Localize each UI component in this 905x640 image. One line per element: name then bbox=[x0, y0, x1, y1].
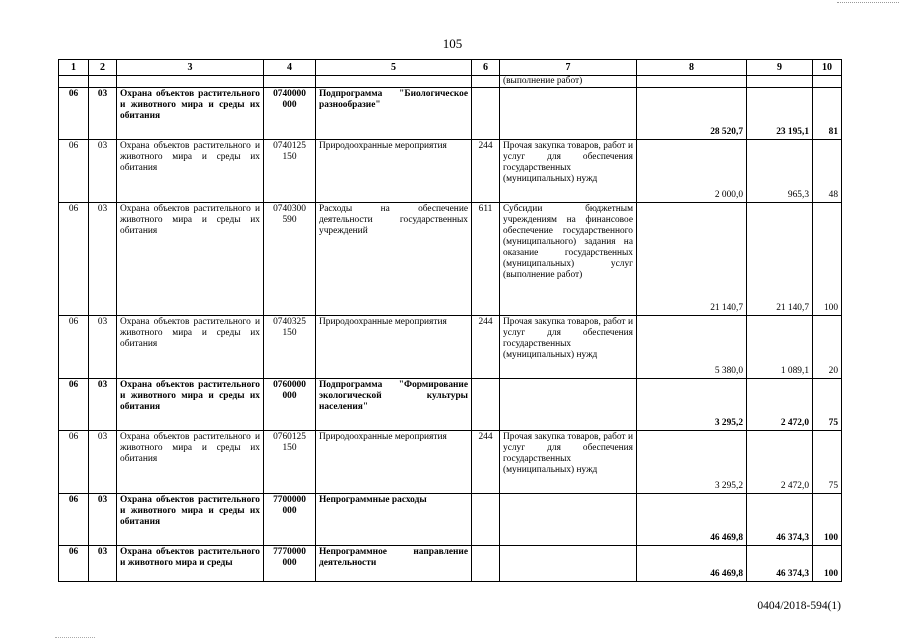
section-code-cell: 06 bbox=[59, 203, 89, 316]
subsection-code-cell: 03 bbox=[89, 140, 117, 203]
article-name-cell: Природоохранные мероприятия bbox=[316, 140, 472, 203]
continuation-row bbox=[59, 76, 842, 88]
table-row bbox=[59, 379, 842, 431]
subsection-code-cell: 03 bbox=[89, 494, 117, 546]
column-header: 4 bbox=[264, 60, 316, 76]
target-article-cell: 7700000 000 bbox=[264, 494, 316, 546]
column-header: 2 bbox=[89, 60, 117, 76]
document-id: 0404/2018-594(1) bbox=[757, 600, 841, 612]
actual-amount-cell: 46 374,3 bbox=[747, 494, 813, 546]
expense-code-cell: 611 bbox=[472, 203, 500, 316]
article-name-cell: Непрограммные расходы bbox=[316, 494, 472, 546]
target-article-cell: 7770000 000 bbox=[264, 546, 316, 582]
column-header: 5 bbox=[316, 60, 472, 76]
planned-amount-cell: 46 469,8 bbox=[637, 494, 747, 546]
subsection-code-cell: 03 bbox=[89, 316, 117, 379]
budget-table bbox=[58, 59, 842, 582]
section-code-cell: 06 bbox=[59, 379, 89, 431]
percent-cell: 75 bbox=[813, 431, 842, 494]
expense-code-cell bbox=[472, 379, 500, 431]
percent-cell: 100 bbox=[813, 203, 842, 316]
scan-mark bbox=[837, 2, 899, 4]
section-code-cell: 06 bbox=[59, 431, 89, 494]
actual-amount-cell: 2 472,0 bbox=[747, 431, 813, 494]
section-code-cell: 06 bbox=[59, 88, 89, 140]
expense-code-cell bbox=[472, 546, 500, 582]
subsection-code-cell: 03 bbox=[89, 203, 117, 316]
table-row bbox=[59, 546, 842, 582]
section-name-cell: Охрана объектов растительного и животного мира и среды их обитания bbox=[117, 316, 264, 379]
column-header: 8 bbox=[637, 60, 747, 76]
section-name-cell: Охрана объектов растительного и животного мира и среды их обитания bbox=[117, 140, 264, 203]
column-header: 6 bbox=[472, 60, 500, 76]
section-code-cell: 06 bbox=[59, 316, 89, 379]
target-article-cell: 0740300 590 bbox=[264, 203, 316, 316]
percent-cell: 48 bbox=[813, 140, 842, 203]
subsection-code-cell: 03 bbox=[89, 379, 117, 431]
subsection-code-cell: 03 bbox=[89, 546, 117, 582]
article-name-cell: Расходы на обеспечение деятельности государственных учреждений bbox=[316, 203, 472, 316]
target-article-cell: 0760125 150 bbox=[264, 431, 316, 494]
actual-amount-cell: 21 140,7 bbox=[747, 203, 813, 316]
expense-type-cell bbox=[500, 546, 637, 582]
section-code-cell: 06 bbox=[59, 140, 89, 203]
article-name-cell: Природоохранные мероприятия bbox=[316, 316, 472, 379]
expense-code-cell: 244 bbox=[472, 316, 500, 379]
target-article-cell: 0740325 150 bbox=[264, 316, 316, 379]
section-name-cell: Охрана объектов растительного и животного мира и среды их обитания bbox=[117, 494, 264, 546]
section-code-cell: 06 bbox=[59, 546, 89, 582]
planned-amount-cell: 3 295,2 bbox=[637, 379, 747, 431]
section-name-cell: Охрана объектов растительного и животного мира и среды их обитания bbox=[117, 379, 264, 431]
column-header: 1 bbox=[59, 60, 89, 76]
expense-type-cell bbox=[500, 88, 637, 140]
planned-amount-cell: 5 380,0 bbox=[637, 316, 747, 379]
percent-cell: 100 bbox=[813, 494, 842, 546]
expense-code-cell bbox=[472, 88, 500, 140]
actual-amount-cell: 23 195,1 bbox=[747, 88, 813, 140]
expense-code-cell bbox=[472, 494, 500, 546]
percent-cell: 20 bbox=[813, 316, 842, 379]
planned-amount-cell: 3 295,2 bbox=[637, 431, 747, 494]
subsection-code-cell: 03 bbox=[89, 431, 117, 494]
actual-amount-cell: 2 472,0 bbox=[747, 379, 813, 431]
planned-amount-cell: 2 000,0 bbox=[637, 140, 747, 203]
expense-type-cell: (выполнение работ) bbox=[500, 76, 637, 88]
planned-amount-cell: 21 140,7 bbox=[637, 203, 747, 316]
expense-type-cell bbox=[500, 494, 637, 546]
table-row bbox=[59, 203, 842, 316]
column-header: 10 bbox=[813, 60, 842, 76]
expense-type-cell: Прочая закупка товаров, работ и услуг для обеспечения государственных (муниципальных) нужд bbox=[500, 140, 637, 203]
article-name-cell: Подпрограмма "Формирование экологической культуры населения" bbox=[316, 379, 472, 431]
section-name-cell: Охрана объектов растительного и животного мира и среды bbox=[117, 546, 264, 582]
expense-type-cell: Прочая закупка товаров, работ и услуг для обеспечения государственных (муниципальных) нужд bbox=[500, 316, 637, 379]
target-article-cell: 0760000 000 bbox=[264, 379, 316, 431]
article-name-cell: Природоохранные мероприятия bbox=[316, 431, 472, 494]
planned-amount-cell: 46 469,8 bbox=[637, 546, 747, 582]
section-name-cell: Охрана объектов растительного и животного мира и среды их обитания bbox=[117, 431, 264, 494]
actual-amount-cell: 965,3 bbox=[747, 140, 813, 203]
subsection-code-cell: 03 bbox=[89, 88, 117, 140]
planned-amount-cell: 28 520,7 bbox=[637, 88, 747, 140]
article-name-cell: Подпрограмма "Биологическое разнообразие" bbox=[316, 88, 472, 140]
percent-cell: 81 bbox=[813, 88, 842, 140]
section-name-cell: Охрана объектов растительного и животного мира и среды их обитания bbox=[117, 203, 264, 316]
section-name-cell: Охрана объектов растительного и животного мира и среды их обитания bbox=[117, 88, 264, 140]
section-code-cell: 06 bbox=[59, 494, 89, 546]
expense-code-cell: 244 bbox=[472, 431, 500, 494]
scan-mark bbox=[55, 637, 95, 639]
target-article-cell: 0740000 000 bbox=[264, 88, 316, 140]
page-number: 105 bbox=[442, 36, 463, 51]
actual-amount-cell: 46 374,3 bbox=[747, 546, 813, 582]
expense-code-cell: 244 bbox=[472, 140, 500, 203]
actual-amount-cell: 1 089,1 bbox=[747, 316, 813, 379]
target-article-cell: 0740125 150 bbox=[264, 140, 316, 203]
expense-type-cell: Субсидии бюджетным учреждениям на финансовое обеспечение государственного (муниципального) задания на оказание государственных (муниципальных) услуг (выполнение работ) bbox=[500, 203, 637, 316]
table-row bbox=[59, 494, 842, 546]
table-row bbox=[59, 88, 842, 140]
percent-cell: 100 bbox=[813, 546, 842, 582]
expense-type-cell: Прочая закупка товаров, работ и услуг для обеспечения государственных (муниципальных) нужд bbox=[500, 431, 637, 494]
percent-cell: 75 bbox=[813, 379, 842, 431]
table-row bbox=[59, 316, 842, 379]
expense-type-cell bbox=[500, 379, 637, 431]
table-row bbox=[59, 140, 842, 203]
column-header: 3 bbox=[117, 60, 264, 76]
column-header: 7 bbox=[500, 60, 637, 76]
column-header-row bbox=[59, 60, 842, 76]
column-header: 9 bbox=[747, 60, 813, 76]
article-name-cell: Непрограммное направление деятельности bbox=[316, 546, 472, 582]
table-row bbox=[59, 431, 842, 494]
